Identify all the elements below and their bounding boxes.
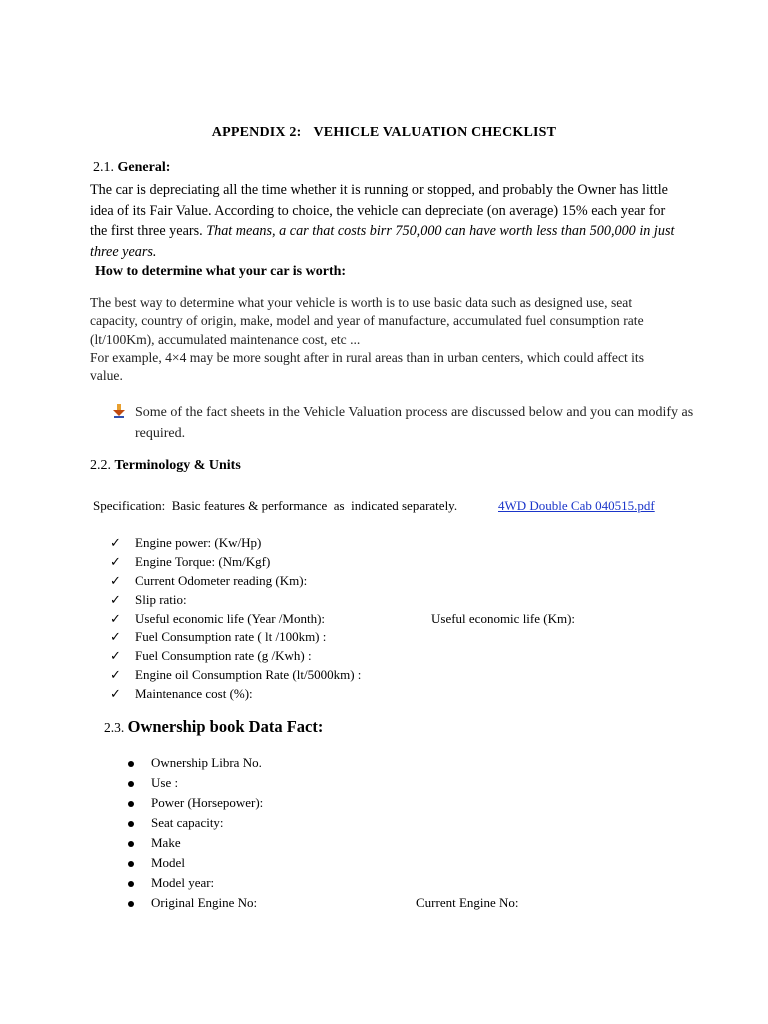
bullet-dot-icon xyxy=(128,781,134,787)
list-item-label-2: Useful economic life (Km): xyxy=(431,610,576,626)
bullet-dot-icon xyxy=(128,821,134,827)
section-number: 2.3. xyxy=(104,720,125,735)
specification-text: Specification: Basic features & performance as indicated separately. xyxy=(93,498,458,513)
list-item-label: Fuel Consumption rate ( lt /100km) : xyxy=(135,629,327,645)
check-mark-icon: ✓ xyxy=(110,553,121,569)
section-ownership-heading xyxy=(104,717,323,737)
how-to-heading: How to determine what your car is worth: xyxy=(95,264,347,279)
list-item-label: Current Odometer reading (Km): xyxy=(135,572,308,588)
list-item-label: Use : xyxy=(151,775,179,790)
check-mark-icon: ✓ xyxy=(110,686,121,702)
list-item-label: Power (Horsepower): xyxy=(151,795,264,810)
arrow-bullet-icon xyxy=(113,404,125,422)
list-item-label: Ownership Libra No. xyxy=(151,755,262,770)
list-item-label: Seat capacity: xyxy=(151,815,224,830)
list-item-label: Engine oil Consumption Rate (lt/5000km) : xyxy=(135,667,362,683)
check-mark-icon: ✓ xyxy=(110,591,121,607)
how-to-paragraph xyxy=(90,294,680,385)
section-heading: Terminology & Units xyxy=(114,458,241,473)
list-item-label-2: Current Engine No: xyxy=(416,895,519,910)
section-heading: Ownership book Data Fact: xyxy=(127,717,324,736)
list-item-label: Useful economic life (Year /Month): xyxy=(135,610,326,626)
check-mark-icon: ✓ xyxy=(110,667,121,683)
list-item-label: Slip ratio: xyxy=(135,591,187,607)
section-number: 2.2. xyxy=(90,458,111,473)
page-title xyxy=(0,125,768,141)
check-mark-icon: ✓ xyxy=(110,572,121,588)
list-item-label: Make xyxy=(151,835,181,850)
section-heading: General: xyxy=(117,160,171,175)
example-text: For example, 4×4 may be more sought after in rural areas than in urban centers, which could affect its value. xyxy=(90,349,644,384)
list-item-label: Maintenance cost (%): xyxy=(135,686,253,702)
bullet-dot-icon xyxy=(128,801,134,807)
bullet-dot-icon xyxy=(128,881,134,887)
check-mark-icon: ✓ xyxy=(110,535,121,550)
general-paragraph xyxy=(90,180,680,262)
list-item-label: Model xyxy=(151,855,185,870)
bullet-dot-icon xyxy=(128,761,134,767)
check-mark-icon: ✓ xyxy=(110,610,121,626)
appendix-label: APPENDIX 2: xyxy=(211,125,302,140)
section-number: 2.1. xyxy=(93,160,114,175)
section-general-heading xyxy=(93,160,170,176)
how-to-text: The best way to determine what your vehicle is worth is to use basic data such as designed use, seat capacity, country of origin, make, model and year of manufacture, accumulated fuel consumption rate (lt/100Km), accumulated maintenance cost, etc ... xyxy=(90,295,644,347)
bullet-dot-icon xyxy=(128,861,134,867)
note-text: Some of the fact sheets in the Vehicle Valuation process are discussed below and you can modify as required. xyxy=(135,405,694,441)
list-item-label: Original Engine No: xyxy=(151,895,258,910)
list-item-label: Engine Torque: (Nm/Kgf) xyxy=(135,553,271,569)
check-mark-icon: ✓ xyxy=(110,629,121,645)
bullet-dot-icon xyxy=(128,841,134,847)
list-item-label: Engine power: (Kw/Hp) xyxy=(135,535,262,550)
bullet-dot-icon xyxy=(128,901,134,907)
list-item-label: Fuel Consumption rate (g /Kwh) : xyxy=(135,648,312,664)
general-italic-text: That means, a car that costs birr 750,000 can have worth less than 500,000 in just three years. xyxy=(90,223,675,260)
section-terminology-heading xyxy=(90,458,241,474)
appendix-name: VEHICLE VALUATION CHECKLIST xyxy=(313,125,557,140)
general-text: The car is depreciating all the time whether it is running or stopped, and probably the Owner has little idea of its Fair Value. According to choice, the vehicle can depreciate (on average) 15% each year for the first three years. xyxy=(90,182,668,239)
check-mark-icon: ✓ xyxy=(110,648,121,664)
list-item-label: Model year: xyxy=(151,875,215,890)
spec-pdf-link[interactable]: 4WD Double Cab 040515.pdf xyxy=(498,498,655,513)
